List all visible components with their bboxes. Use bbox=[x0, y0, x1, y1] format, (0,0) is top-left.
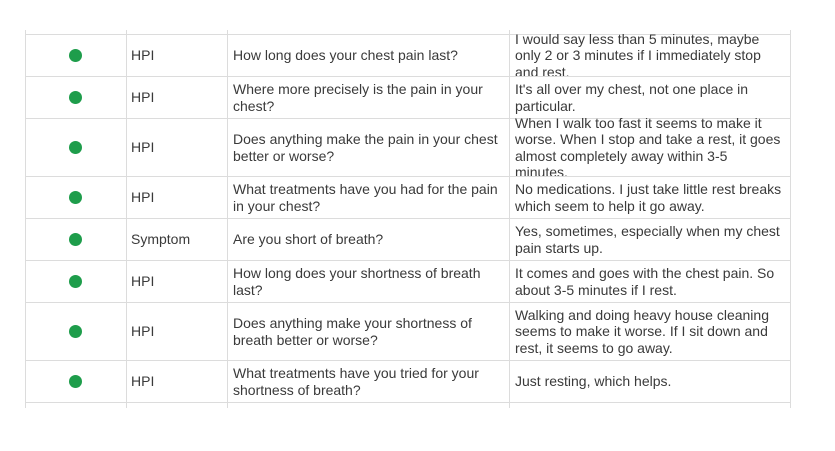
table-row[interactable] bbox=[25, 360, 790, 403]
table-row[interactable] bbox=[25, 176, 790, 218]
answer-cell: When I walk too fast it seems to make it worse. When I stop and take a rest, it goes almost completely away within 3-5 minutes. bbox=[515, 114, 781, 180]
type-cell: HPI bbox=[131, 189, 155, 206]
status-cell bbox=[25, 119, 126, 176]
green-dot-icon bbox=[69, 375, 82, 388]
answer-cell: It's all over my chest, not one place in particular. bbox=[515, 81, 749, 114]
question-cell: What treatments have you tried for your shortness of breath? bbox=[233, 365, 479, 398]
green-dot-icon bbox=[69, 275, 82, 288]
type-cell: HPI bbox=[131, 139, 155, 156]
green-dot-icon bbox=[69, 325, 82, 338]
question-cell: How long does your chest pain last? bbox=[233, 47, 458, 64]
type-cell: HPI bbox=[131, 323, 155, 340]
green-dot-icon bbox=[69, 233, 82, 246]
question-cell: Where more precisely is the pain in your chest? bbox=[233, 81, 483, 114]
question-cell: How long does your shortness of breath last? bbox=[233, 265, 481, 298]
table-row[interactable] bbox=[25, 76, 790, 118]
answer-cell: No medications. I just take little rest breaks which seem to help it go away. bbox=[515, 181, 782, 214]
answer-cell: Walking and doing heavy house cleaning seems to make it worse. If I sit down and rest, it seems to go away. bbox=[515, 306, 769, 356]
question-cell: Does anything make the pain in your chest better or worse? bbox=[233, 131, 498, 164]
answer-cell: I would say less than 5 minutes, maybe only 2 or 3 minutes if I immediately stop and rest. bbox=[515, 30, 761, 80]
green-dot-icon bbox=[69, 141, 82, 154]
table-row[interactable] bbox=[25, 218, 790, 260]
type-cell: HPI bbox=[131, 89, 155, 106]
answer-cell: It comes and goes with the chest pain. So about 3-5 minutes if I rest. bbox=[515, 265, 775, 298]
answer-cell: Yes, sometimes, especially when my chest pain starts up. bbox=[515, 223, 780, 256]
status-cell bbox=[25, 219, 126, 260]
type-cell: HPI bbox=[131, 273, 155, 290]
type-cell: HPI bbox=[131, 373, 155, 390]
status-cell bbox=[25, 261, 126, 302]
question-cell: What treatments have you had for the pain in your chest? bbox=[233, 181, 498, 214]
column-divider bbox=[790, 30, 791, 408]
qa-table bbox=[25, 0, 790, 408]
table-body bbox=[25, 30, 790, 403]
type-cell: Symptom bbox=[131, 231, 191, 248]
status-cell bbox=[25, 177, 126, 218]
status-cell bbox=[25, 303, 126, 360]
status-cell bbox=[25, 35, 126, 76]
question-cell: Does anything make your shortness of breath better or worse? bbox=[233, 315, 472, 348]
type-cell: HPI bbox=[131, 47, 155, 64]
green-dot-icon bbox=[69, 191, 82, 204]
question-cell: Are you short of breath? bbox=[233, 231, 384, 248]
table-row[interactable] bbox=[25, 302, 790, 360]
green-dot-icon bbox=[69, 49, 82, 62]
table-row[interactable] bbox=[25, 114, 790, 180]
answer-cell: Just resting, which helps. bbox=[515, 373, 672, 390]
status-cell bbox=[25, 77, 126, 118]
table-row[interactable] bbox=[25, 260, 790, 302]
green-dot-icon bbox=[69, 91, 82, 104]
table-row[interactable] bbox=[25, 30, 790, 80]
status-cell bbox=[25, 361, 126, 402]
